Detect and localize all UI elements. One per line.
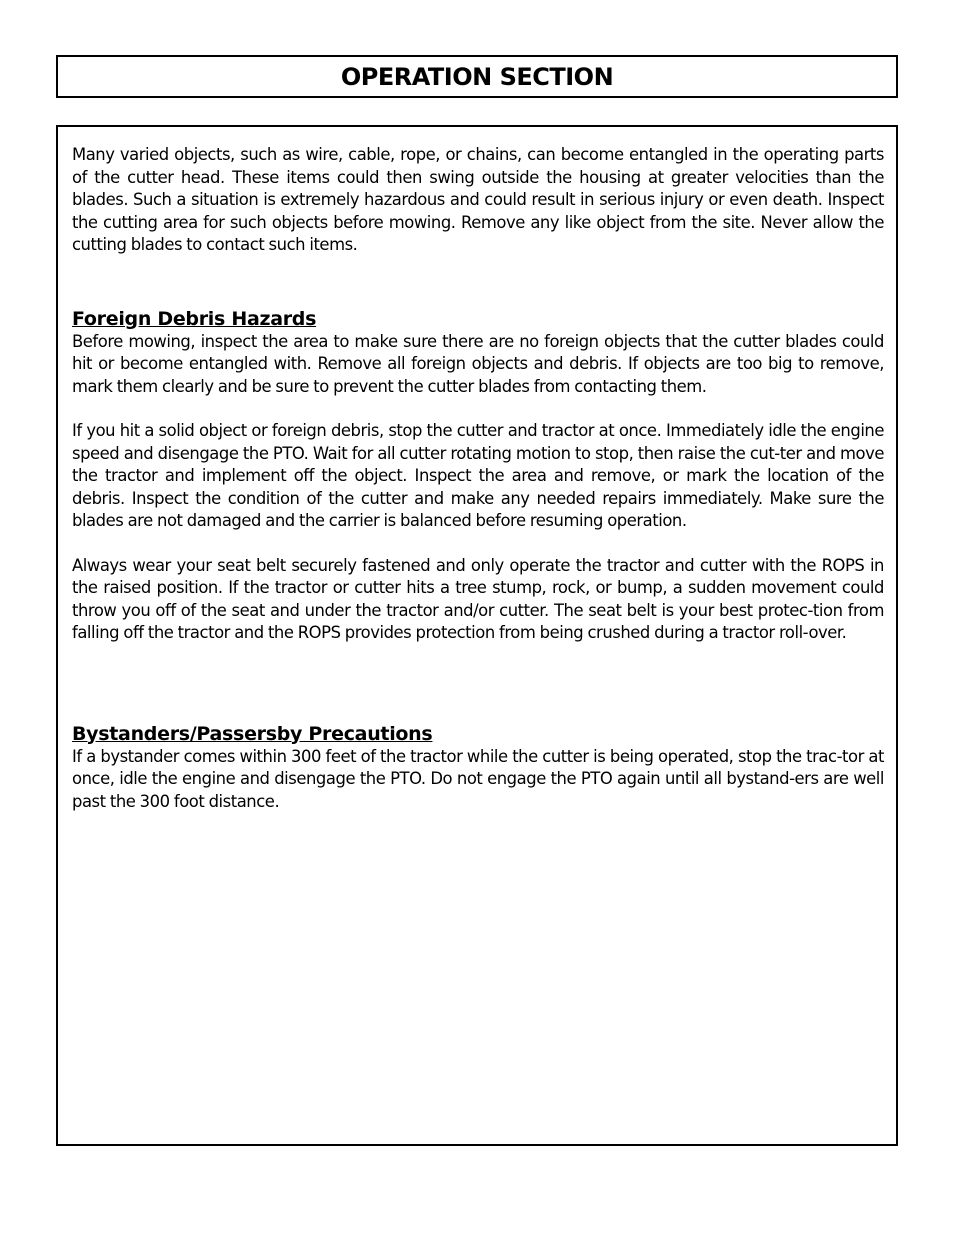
content-body [72,144,884,813]
foreign-debris-paragraph-1: Before mowing, inspect the area to make sure there are no foreign objects that the cutter blades could hit or become entangled with. Remove all foreign objects and debris. If objects are too big to remove, mark them clearly and be sure to prevent the cutter blades from contacting them. [72,331,884,396]
foreign-debris-heading: Foreign Debris Hazards [72,307,317,330]
content-box [56,125,898,1146]
bystanders-heading: Bystanders/Passersby Precautions [72,722,433,745]
foreign-debris-paragraph-3: Always wear your seat belt securely fastened and only operate the tractor and cutter with the ROPS in the raised position. If the tractor or cutter hits a tree stump, rock, or bump, a sudden movement could throw you off of the seat and under the tractor and/or cutter. The seat belt is your best protec-tion from falling off the tractor and the ROPS provides protection from being crushed during a tractor roll-over. [72,555,884,642]
section-header [56,55,898,98]
foreign-debris-paragraph-2: If you hit a solid object or foreign debris, stop the cutter and tractor at once. Immediately idle the engine speed and disengage the PTO. Wait for all cutter rotating motion to stop, then raise the cut-ter and move the tractor and implement off the object. Inspect the area and remove, or mark the location of the debris. Inspect the condition of the cutter and make any needed repairs immediately. Make sure the blades are not damaged and the carrier is balanced before resuming operation. [72,421,884,530]
bystanders-paragraph-1: If a bystander comes within 300 feet of the tractor while the cutter is being operated, stop the trac-tor at once, idle the engine and disengage the PTO. Do not engage the PTO again until all bystand-ers are well past the 300 foot distance. [72,746,884,811]
intro-paragraph: Many varied objects, such as wire, cable, rope, or chains, can become entangled in the operating parts of the cutter head. These items could then swing outside the housing at greater velocities than the blades. Such a situation is extremely hazardous and could result in serious injury or even death. Inspect the cutting area for such objects before mowing. Remove any like object from the site. Never allow the cutting blades to contact such items. [72,145,884,254]
page-title: OPERATION SECTION [340,62,614,91]
